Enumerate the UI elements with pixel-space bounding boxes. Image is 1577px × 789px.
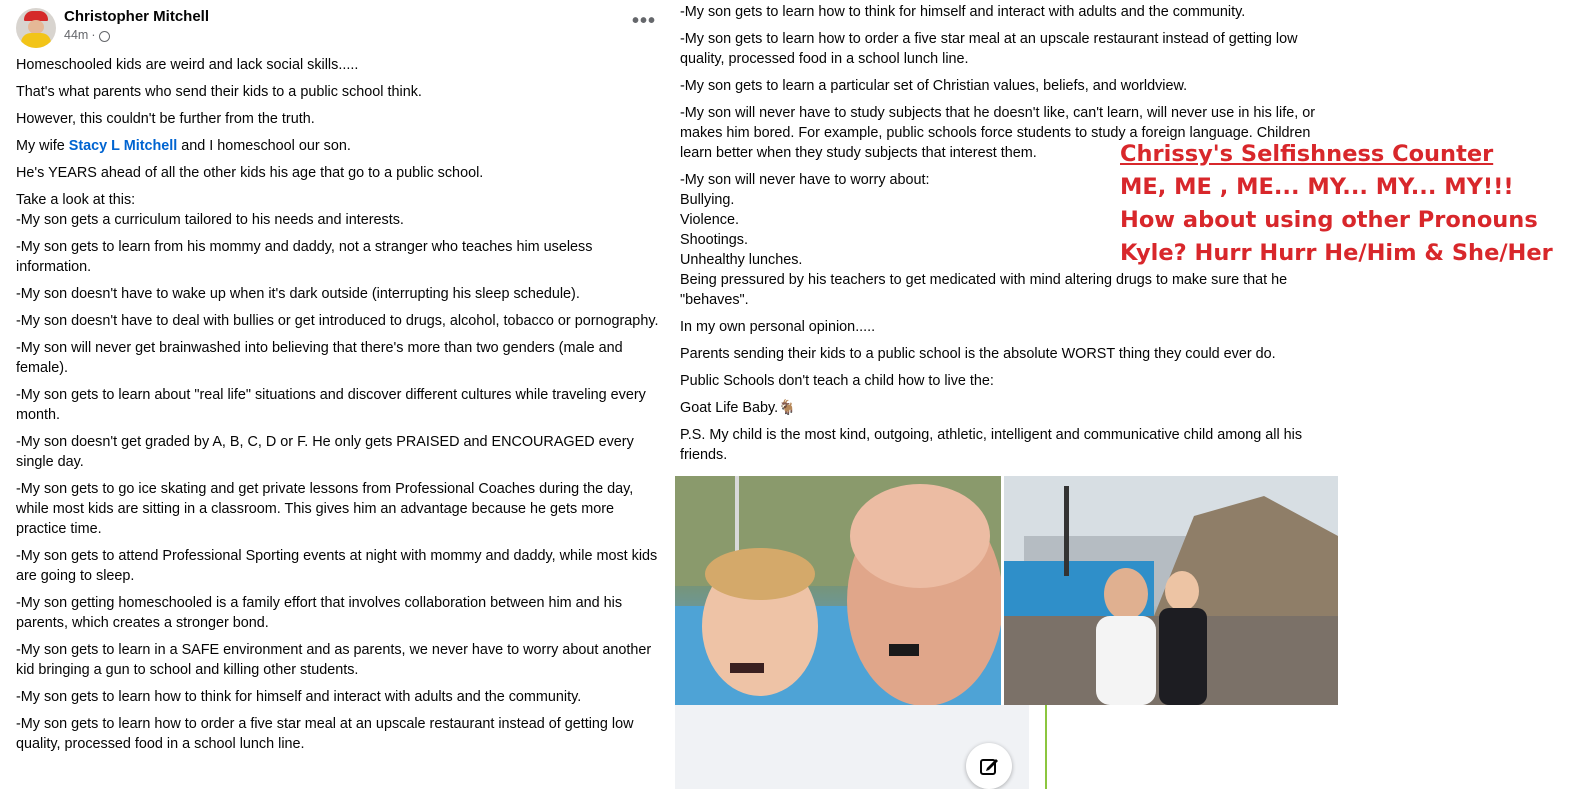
list-item: -My son gets to go ice skating and get private lessons from Professional Coaches during the day, while most kids are sitting in a classroom. This gives him an advantage because he gets more practice time. — [16, 481, 634, 537]
post-time[interactable]: 44m — [64, 28, 89, 42]
post-meta — [64, 28, 110, 42]
list-item: -My son gets to learn how to order a five star meal at an upscale restaurant instead of getting low quality, processed food in a school lunch line. — [16, 716, 634, 752]
paragraph: Goat Life Baby.🐐 — [680, 400, 797, 416]
list-item: -My son will never have to study subjects that he doesn't like, can't learn, will never use in his life, or makes him bored. For example, public schools force students to study a foreign language. Children learn better when they study subjects that interest them. — [680, 105, 1315, 161]
list-item: -My son gets to learn a particular set of Christian values, beliefs, and worldview. — [680, 78, 1188, 94]
avatar[interactable] — [16, 8, 56, 48]
list-item: -My son gets to learn how to think for himself and interact with adults and the community. — [16, 689, 582, 705]
paragraph: Take a look at this: — [16, 192, 136, 208]
meta-separator: · — [91, 28, 96, 42]
paragraph: P.S. My child is the most kind, outgoing, athletic, intelligent and communicative child among all his friends. — [680, 427, 1303, 463]
list-item: -My son gets to learn how to order a five star meal at an upscale restaurant instead of getting low quality, processed food in a school lunch line. — [680, 31, 1298, 67]
post-left-column — [0, 0, 668, 789]
overlay-annotation — [1120, 138, 1553, 270]
worry-line: Unhealthy lunches. — [680, 252, 803, 268]
photo-grid — [675, 476, 1338, 705]
post-body-left — [16, 55, 661, 761]
worry-line: Violence. — [680, 212, 739, 228]
paragraph: Public Schools don't teach a child how to live the: — [680, 373, 994, 389]
list-item: -My son gets to attend Professional Sporting events at night with mommy and daddy, while most kids are going to sleep. — [16, 548, 658, 584]
worry-line: Being pressured by his teachers to get medicated with mind altering drugs to make sure that he "behaves". — [680, 272, 1288, 308]
paragraph: However, this couldn't be further from the truth. — [16, 111, 315, 127]
list-item: -My son getting homeschooled is a family effort that involves collaboration between him and his parents, which creates a stronger bond. — [16, 595, 623, 631]
overlay-line: ME, ME , ME... MY... MY... MY!!! — [1120, 174, 1514, 200]
photo-statue-art — [1004, 476, 1338, 705]
list-item: -My son gets to learn how to think for himself and interact with adults and the community. — [680, 4, 1246, 20]
overlay-line: Kyle? Hurr Hurr He/Him & She/Her — [1120, 240, 1553, 266]
photo-statue[interactable] — [1004, 476, 1338, 705]
worry-line: -My son will never have to worry about: — [680, 172, 930, 188]
photo-pool-selfie[interactable] — [675, 476, 1001, 705]
more-dots-icon[interactable]: ••• — [632, 10, 657, 32]
overlay-line: How about using other Pronouns — [1120, 207, 1538, 233]
list-item: -My son gets a curriculum tailored to his needs and interests. — [16, 212, 404, 228]
mention-link[interactable]: Stacy L Mitchell — [68, 138, 178, 154]
divider — [1045, 705, 1047, 789]
globe-icon — [99, 31, 110, 42]
photo-pool-selfie-art — [675, 476, 1001, 705]
worry-line: Shootings. — [680, 232, 749, 248]
paragraph: Homeschooled kids are weird and lack social skills..... — [16, 57, 359, 73]
paragraph: In my own personal opinion..... — [680, 319, 876, 335]
list-item: -My son gets to learn in a SAFE environment and as parents, we never have to worry about another kid bringing a gun to school and killing other students. — [16, 642, 652, 678]
author-name[interactable]: Christopher Mitchell — [64, 8, 210, 25]
paragraph: He's YEARS ahead of all the other kids his age that go to a public school. — [16, 165, 484, 181]
worry-line: Bullying. — [680, 192, 735, 208]
list-item: -My son doesn't have to deal with bullies or get introduced to drugs, alcohol, tobacco or pornography. — [16, 313, 659, 329]
paragraph: That's what parents who send their kids to a public school think. — [16, 84, 422, 100]
list-item: -My son will never get brainwashed into believing that there's more than two genders (male and female). — [16, 340, 623, 376]
post-header — [16, 6, 656, 48]
paragraph-wife: My wife Stacy L Mitchell and I homeschool our son. — [16, 138, 351, 154]
list-item: -My son doesn't get graded by A, B, C, D or F. He only gets PRAISED and ENCOURAGED every single day. — [16, 434, 634, 470]
paragraph: Parents sending their kids to a public school is the absolute WORST thing they could ever do. — [680, 346, 1276, 362]
edit-compose-icon[interactable] — [966, 743, 1012, 789]
overlay-title: Chrissy's Selfishness Counter — [1120, 141, 1494, 167]
list-item: -My son gets to learn from his mommy and daddy, not a stranger who teaches him useless information. — [16, 239, 593, 275]
list-item: -My son gets to learn about "real life" situations and discover different cultures while traveling every month. — [16, 387, 646, 423]
list-item: -My son doesn't have to wake up when it's dark outside (interrupting his sleep schedule). — [16, 286, 580, 302]
